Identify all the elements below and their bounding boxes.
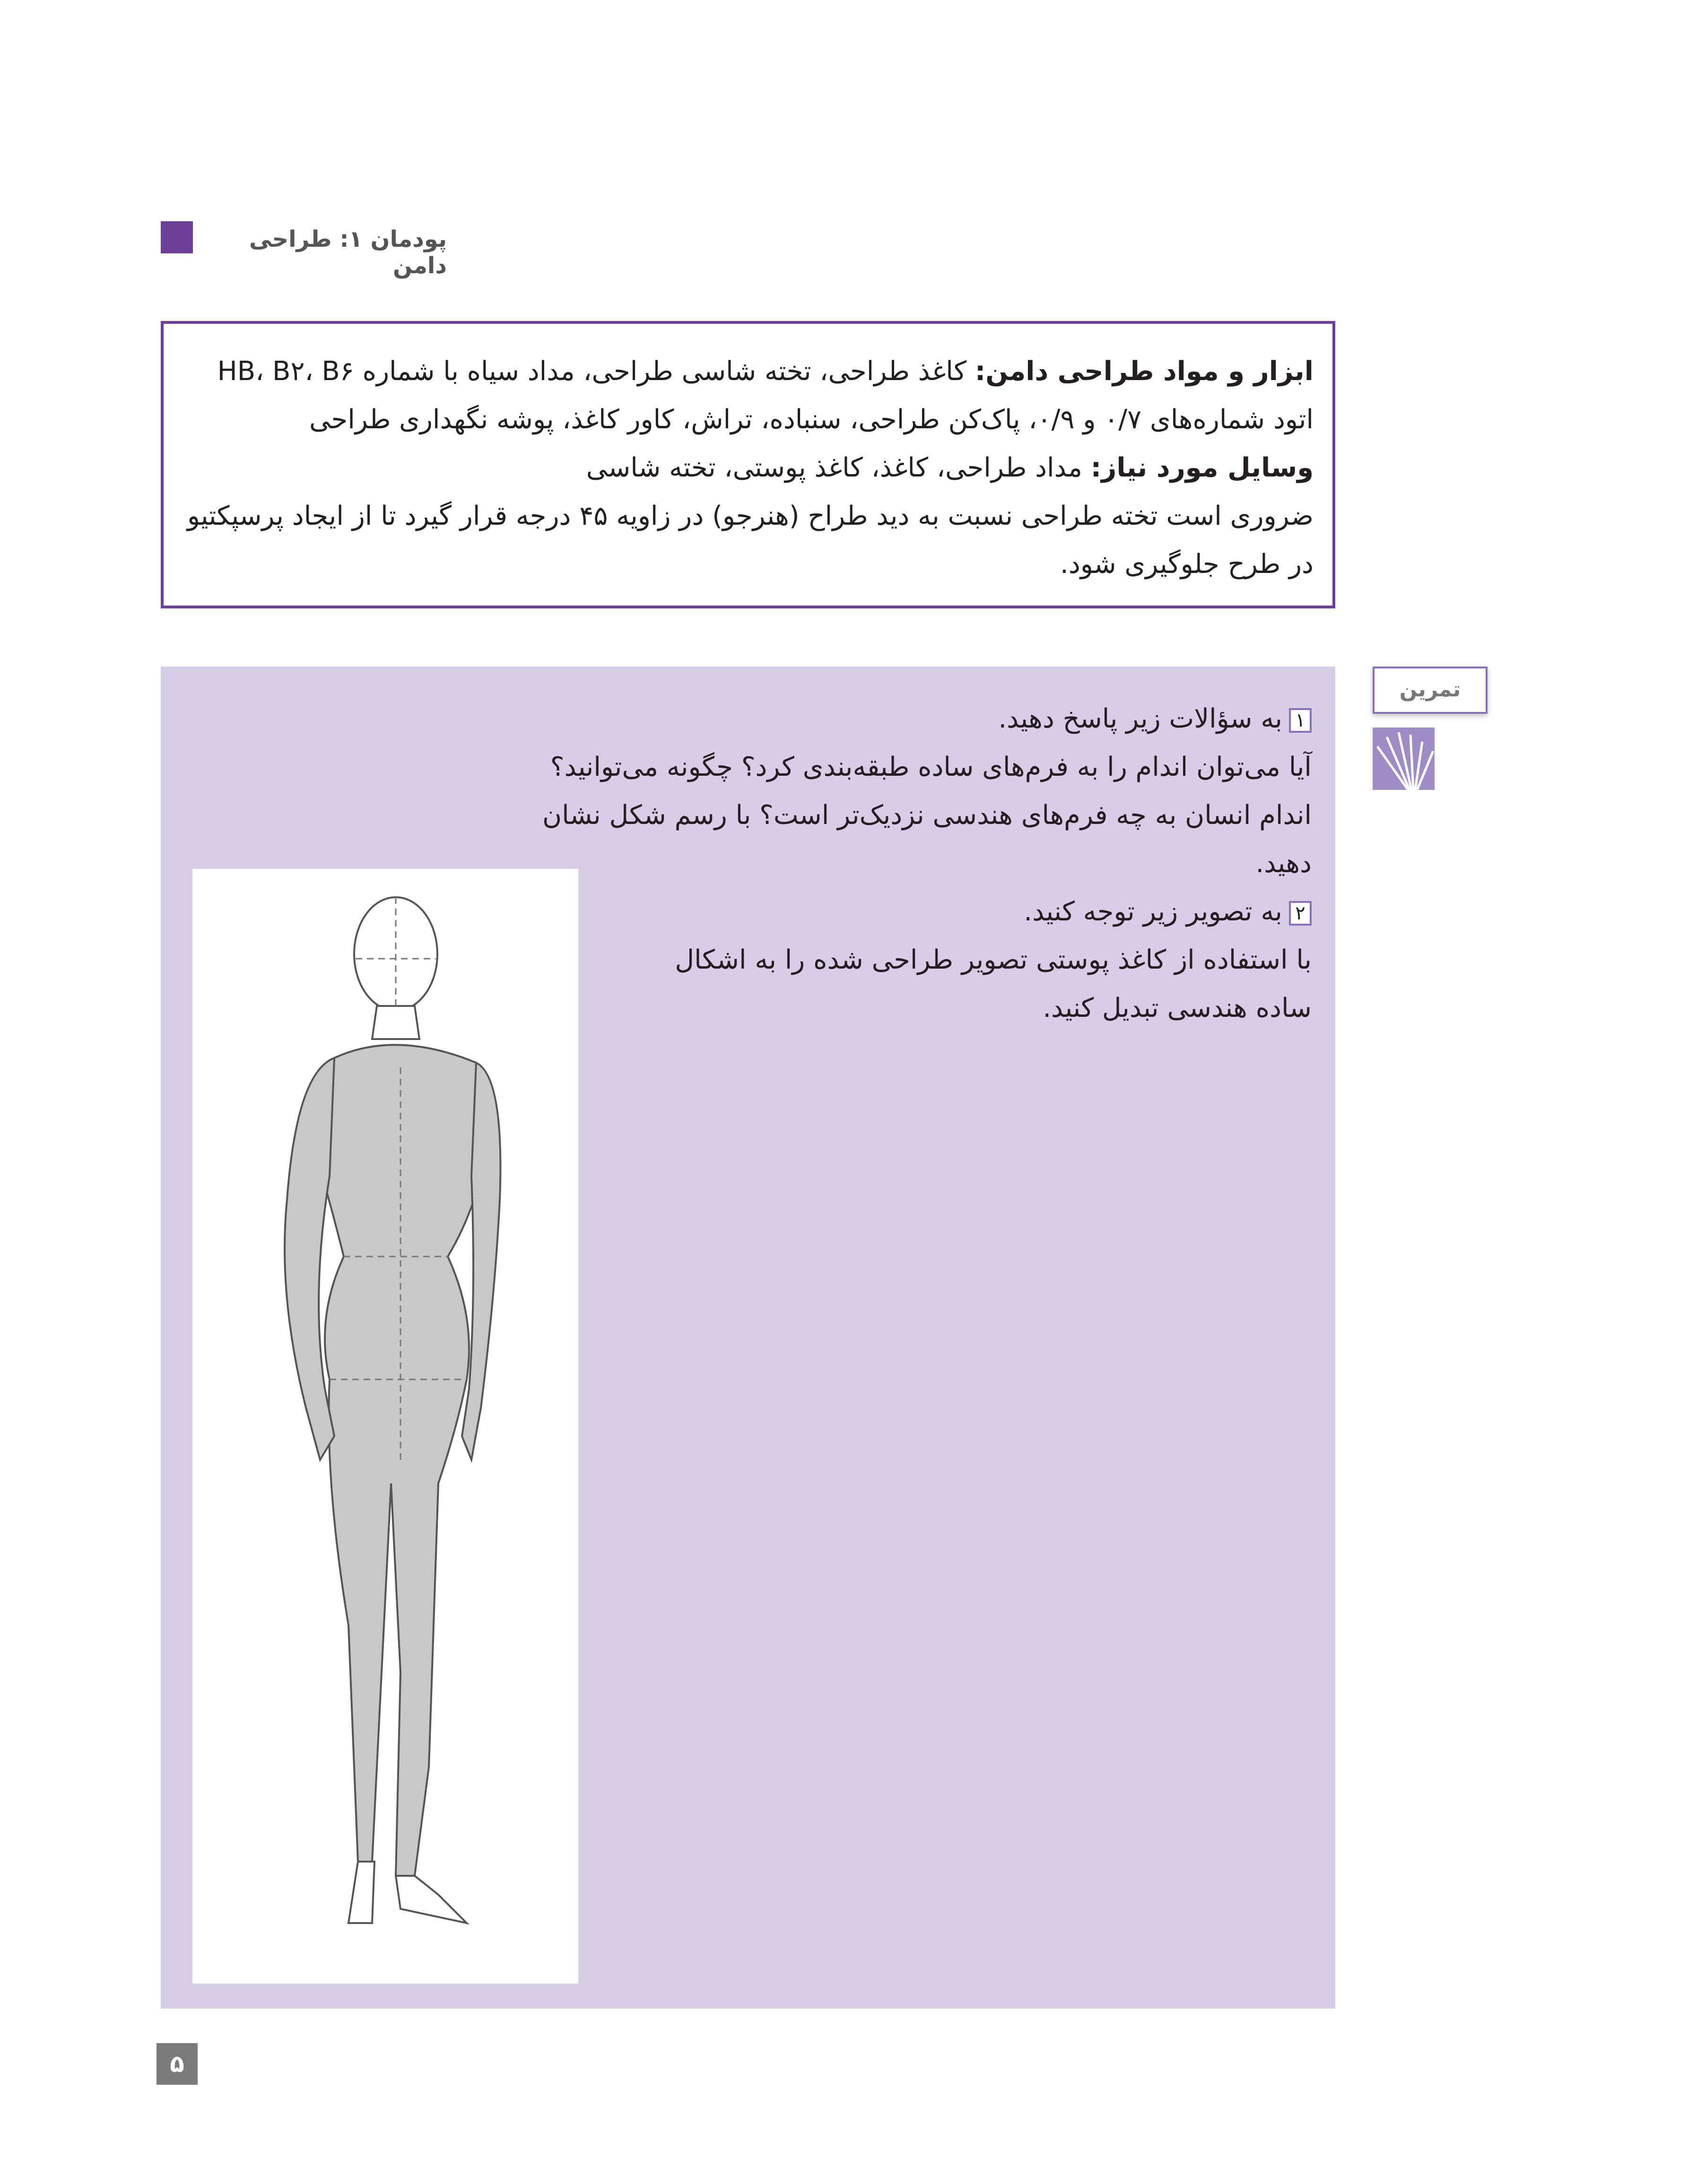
page-number: ۵ [157,2043,198,2085]
fashion-figure-drawing [192,869,578,1984]
board-note: ضروری است تخته طراحی نسبت به دید طراح (هنرجو) در زاویه ۴۵ درجه قرار گیرد تا از ایجاد پرسپکتیو در طرح جلوگیری شود. [187,501,1314,580]
item-number: ۲ [1289,901,1312,926]
tools-materials-box [161,321,1335,608]
exercise-item-title: ۲به تصویر زیر توجه کنید. [517,888,1312,936]
tools-list: کاغذ طراحی، تخته شاسی طراحی، مداد سیاه با شماره HB، B۲، B۶ اتود شماره‌های ۰/۷ و ۰/۹، پاک‌کن طراحی، سنباده، تراش، کاور کاغذ، پوشه نگهداری طراحی [217,356,1314,435]
tools-line [183,347,1314,444]
exercise-instruction: با استفاده از کاغذ پوستی تصویر طراحی شده را به اشکال ساده هندسی تبدیل کنید. [675,945,1312,1023]
header-color-square [161,221,193,253]
exercise-question: آیا می‌توان اندام را به فرم‌های ساده طبقه‌بندی کرد؟ چگونه می‌توانید؟ [550,752,1312,782]
exercise-label: تمرین [1373,667,1488,714]
exercise-fan-icon [1373,728,1435,790]
equipment-heading: وسایل مورد نیاز: [1090,452,1314,483]
equipment-line [183,444,1314,492]
exercise-item-title: ۱به سؤالات زیر پاسخ دهید. [517,695,1312,743]
page-header-title: پودمان ۱: طراحی دامن [249,226,447,279]
item-number: ۱ [1289,708,1312,733]
exercise-question: اندام انسان به چه فرم‌های هندسی نزدیک‌تر است؟ با رسم شکل نشان دهید. [542,800,1312,879]
equipment-list: مداد طراحی، کاغذ، کاغذ پوستی، تخته شاسی [586,452,1091,483]
tools-heading: ابزار و مواد طراحی دامن: [975,356,1314,387]
